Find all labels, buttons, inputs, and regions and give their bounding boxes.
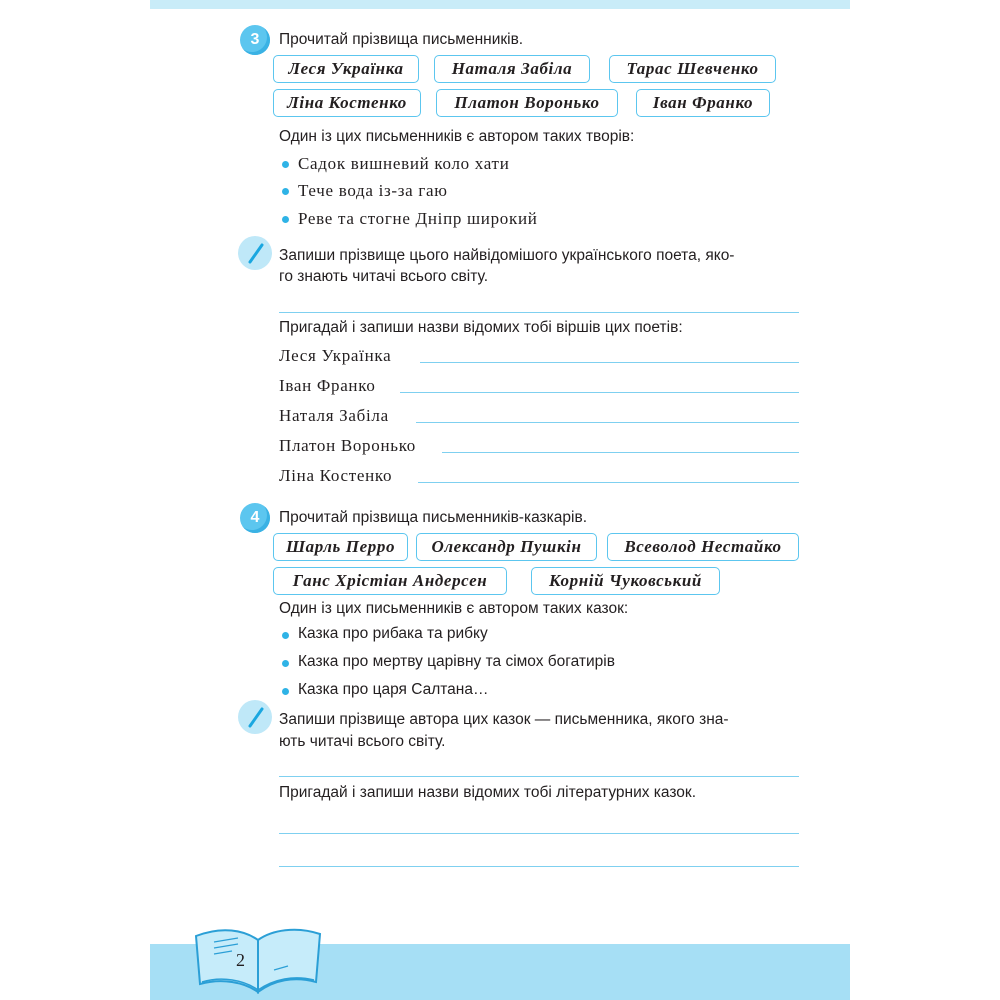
author-chip: Олександр Пушкін [416,533,597,561]
task-3-recall-instruction: Пригадай і запиши назви відомих тобі віршів цих поетів: [279,319,683,336]
answer-line[interactable] [279,776,799,777]
list-item: Казка про царя Салтана… [298,681,489,698]
bullet-icon [282,216,289,223]
author-chip: Шарль Перро [273,533,408,561]
author-chip: Ліна Костенко [273,89,421,117]
bullet-icon [282,188,289,195]
task-3-instruction: Прочитай прізвища письменників. [279,31,524,48]
poet-label: Наталя Забіла [279,406,389,425]
pencil-icon [238,700,272,734]
page-number: 2 [236,950,245,970]
author-chip: Тарас Шевченко [609,55,776,83]
author-chip: Всеволод Нестайко [607,533,799,561]
answer-line[interactable] [418,482,799,483]
task-4-number-badge [240,503,270,533]
workbook-page [150,0,850,1000]
poet-label: Ліна Костенко [279,466,393,485]
task-4-instruction: Прочитай прізвища письменників-казкарів. [279,509,587,526]
task-3-write-instruction-line-2: го знають читачі всього світу. [279,268,489,285]
answer-line[interactable] [279,312,799,313]
task-4-recall-instruction: Пригадай і запиши назви відомих тобі літературних казок. [279,784,696,801]
list-item: Казка про мертву царівну та сімох богатирів [298,653,615,670]
task-4-number: 4 [250,509,260,526]
bullet-icon [282,688,289,695]
task-3-number-badge [240,25,270,55]
answer-line[interactable] [416,422,799,423]
list-item: Реве та стогне Дніпр широкий [298,209,538,228]
task-4-write-instruction-line-2: ють читачі всього світу. [279,733,446,750]
answer-line[interactable] [279,833,799,834]
author-chip: Ганс Хрістіан Андерсен [273,567,507,595]
open-book-icon [192,922,326,996]
task-4-tales-intro: Один із цих письменників є автором таких казок: [279,600,629,617]
author-chip: Корній Чуковський [531,567,720,595]
top-band [150,0,850,9]
bullet-icon [282,660,289,667]
task-4-write-instruction-line-1: Запиши прізвище автора цих казок — письменника, якого зна- [279,711,729,728]
author-chip: Наталя Забіла [434,55,590,83]
author-chip: Платон Воронько [436,89,618,117]
list-item: Тече вода із-за гаю [298,181,448,200]
task-3-write-instruction-line-1: Запиши прізвище цього найвідомішого українського поета, яко- [279,247,735,264]
task-3-works-intro: Один із цих письменників є автором таких творів: [279,128,635,145]
author-chip: Іван Франко [636,89,770,117]
list-item: Садок вишневий коло хати [298,154,510,173]
answer-line[interactable] [400,392,799,393]
pencil-icon [238,236,272,270]
task-3-number: 3 [250,31,260,48]
poet-label: Іван Франко [279,376,376,395]
bullet-icon [282,632,289,639]
poet-label: Платон Воронько [279,436,417,455]
poet-label: Леся Українка [279,346,392,365]
answer-line[interactable] [279,866,799,867]
list-item: Казка про рибака та рибку [298,625,488,642]
answer-line[interactable] [442,452,799,453]
answer-line[interactable] [420,362,799,363]
author-chip: Леся Українка [273,55,419,83]
bullet-icon [282,161,289,168]
